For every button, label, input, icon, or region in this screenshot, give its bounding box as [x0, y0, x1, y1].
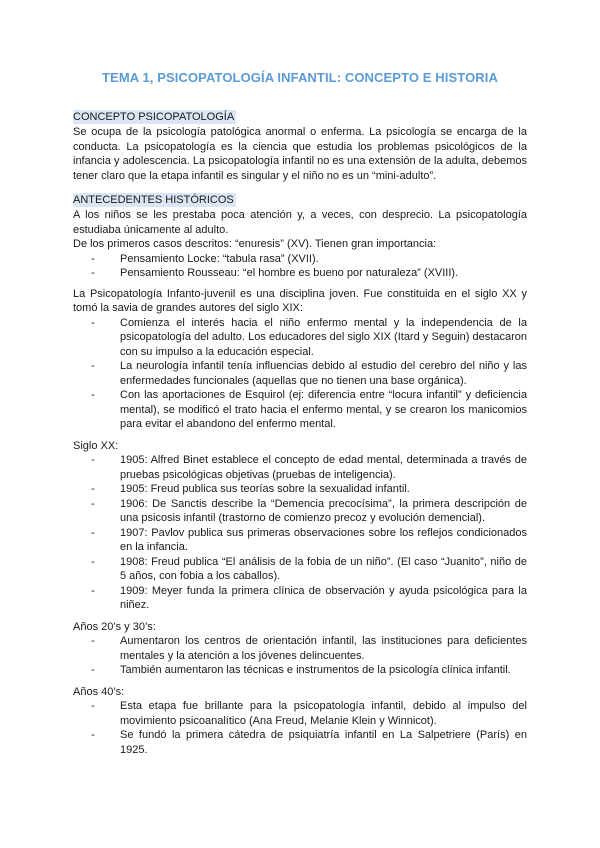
list-item: - Pensamiento Rousseau: “el hombre es bueno por naturaleza” (XVIII). — [120, 266, 527, 281]
list-item: - Con las aportaciones de Esquirol (ej: diferencia entre “locura infantil” y deficiencia mental), se modificó el trato hacia el enfermo mental, y se crearon los manicomios para evitar el abandono del enfermo mental. — [120, 388, 527, 432]
disciplina-joven-list — [73, 316, 527, 432]
list-item: - 1905: Freud publica sus teorías sobre la sexualidad infantil. — [120, 482, 527, 497]
list-item: - 1908: Freud publica “El análisis de la fobia de un niño”. (El caso “Juanito”, niño de 5 años, con fobia a los caballos). — [120, 555, 527, 584]
list-item: - Pensamiento Locke: “tabula rasa” (XVII). — [120, 252, 527, 267]
anos-20-30-section — [73, 620, 527, 678]
primeros-casos-text: De los primeros casos descritos: “enuresis” (XV). Tienen gran importancia: — [73, 238, 437, 250]
anos-40-heading: Años 40’s: — [73, 685, 125, 698]
list-item: - Comienza el interés hacia el niño enfermo mental y la independencia de la psicopatología del adulto. Los educadores del siglo XIX (Itard y Seguin) destacaron con su impulso a la educación especial. — [120, 316, 527, 360]
list-item: - 1909: Meyer funda la primera clínica de observación y ayuda psicológica para la niñez. — [120, 584, 527, 613]
list-item: - 1905: Alfred Binet establece el concepto de edad mental, determinada a través de pruebas psicológicas objetivas (pruebas de inteligencia). — [120, 453, 527, 482]
concepto-section — [73, 107, 527, 183]
concepto-paragraph: Se ocupa de la psicología patológica anormal o enferma. La psicología se encarga de la conducta. La psicopatología es la ciencia que estudia los problemas psicológicos de la infancia y adolescencia. La psicopatología infantil no es una extensión de la adulta, debemos tener claro que la etapa infantil es singular y el niño no es un “mini-adulto”. — [73, 126, 527, 182]
anos-20-30-list — [73, 634, 527, 678]
primeros-casos-list — [73, 252, 527, 281]
anos-40-section — [73, 685, 527, 758]
list-item: - Aumentaron los centros de orientación infantil, las instituciones para deficientes mentales y la atención a los jóvenes delincuentes. — [120, 634, 527, 663]
document-title: TEMA 1, PSICOPATOLOGÍA INFANTIL: CONCEPTO E HISTORIA — [102, 70, 498, 85]
concepto-heading: CONCEPTO PSICOPATOLOGÍA — [73, 111, 235, 123]
list-item: - La neurología infantil tenía influencias debido al estudio del cerebro del niño y las enfermedades funcionales (aquellas que no tienen una base orgánica). — [120, 359, 527, 388]
siglo-xx-list — [73, 453, 527, 613]
antecedentes-intro: A los niños se les prestaba poca atención y, a veces, con desprecio. La psicopatología estudiaba únicamente al adulto. — [73, 209, 527, 236]
anos-20-30-heading: Años 20’s y 30’s: — [73, 620, 156, 633]
antecedentes-section — [73, 190, 527, 432]
anos-40-list — [73, 699, 527, 757]
list-item: - 1907: Pavlov publica sus primeras observaciones sobre los reflejos condicionados en la infancia. — [120, 526, 527, 555]
antecedentes-heading: ANTECEDENTES HISTÓRICOS — [73, 194, 234, 206]
list-item: - También aumentaron las técnicas e instrumentos de la psicología clínica infantil. — [120, 663, 527, 678]
list-item: - 1906: De Sanctis describe la “Demencia precocísima”, la primera descripción de una psicosis infantil (trastorno de comienzo precoz y evolución demencial). — [120, 497, 527, 526]
list-item: - Esta etapa fue brillante para la psicopatología infantil, debido al impulso del movimiento psicoanalítico (Ana Freud, Melanie Klein y Winnicot). — [120, 699, 527, 728]
siglo-xx-section — [73, 439, 527, 613]
list-item: - Se fundó la primera cátedra de psiquiatría infantil en La Salpetriere (París) en 1925. — [120, 728, 527, 757]
siglo-xx-heading: Siglo XX: — [73, 439, 119, 452]
disciplina-joven-text: La Psicopatología Infanto-juvenil es una disciplina joven. Fue constituida en el siglo XX y tomó la savia de grandes autores del siglo XIX: — [73, 287, 527, 314]
